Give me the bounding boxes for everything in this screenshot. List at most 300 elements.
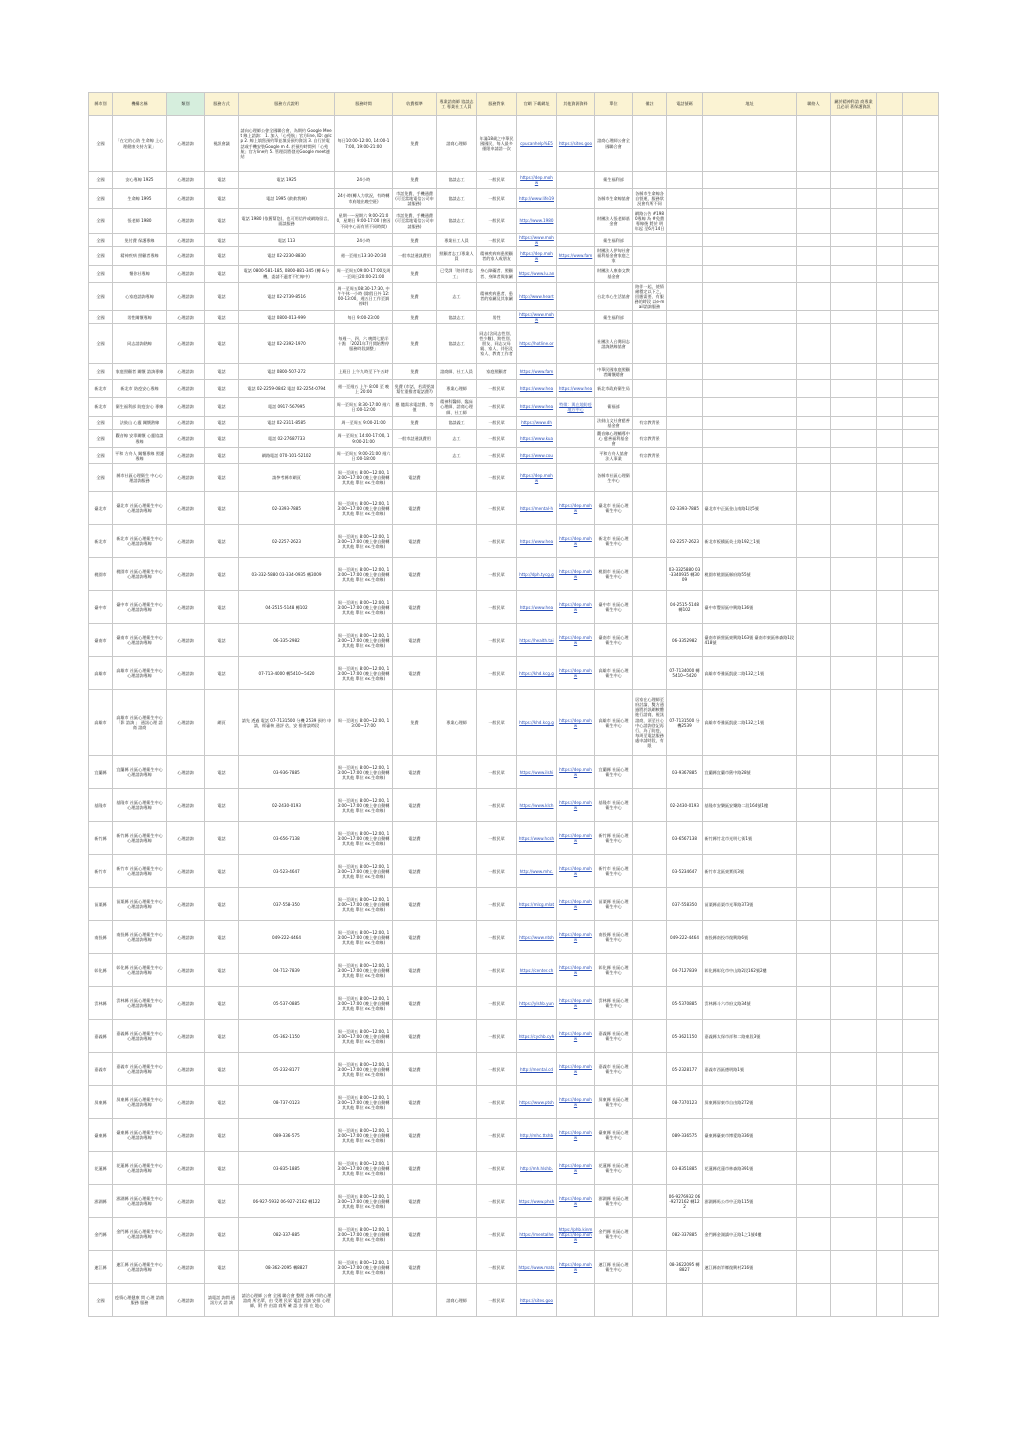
table-cell[interactable]: https://www.ntsh bbox=[517, 921, 557, 954]
table-cell: 電話 bbox=[205, 987, 239, 1020]
table-cell[interactable]: https://dep.mohw bbox=[517, 464, 557, 492]
table-cell bbox=[557, 416, 595, 429]
table-cell: 市話免費，手機通費(可至當地電信公司申請服務) bbox=[393, 189, 437, 209]
table-cell bbox=[667, 364, 703, 380]
table-cell bbox=[797, 888, 831, 921]
table-cell: 雲林縣 社區心理衛生中心 bbox=[595, 987, 633, 1020]
resource-table bbox=[88, 92, 939, 1317]
table-row bbox=[89, 398, 939, 416]
table-cell[interactable]: https://dep.mohw bbox=[557, 492, 595, 525]
table-cell[interactable]: https://ylshb.yun bbox=[517, 987, 557, 1020]
table-cell: 05-5370885 bbox=[667, 987, 703, 1020]
table-cell: 嘉義市 bbox=[89, 1053, 113, 1086]
table-cell[interactable]: https://www.hea bbox=[517, 380, 557, 398]
table-cell: 協談義工 bbox=[437, 416, 477, 429]
table-cell[interactable]: https://www.ptsh bbox=[517, 1086, 557, 1119]
table-cell: 一般民眾 bbox=[477, 855, 517, 888]
table-cell bbox=[437, 954, 477, 987]
table-cell[interactable]: https://dep.mohw bbox=[557, 954, 595, 987]
table-cell[interactable]: https://www.mohw bbox=[517, 234, 557, 247]
table-cell: 諮商師、社工人員 bbox=[437, 364, 477, 380]
table-cell bbox=[831, 429, 877, 447]
table-cell bbox=[557, 448, 595, 464]
column-header: 其他資源資料 bbox=[557, 93, 595, 116]
table-cell: 懷你社專線 bbox=[113, 265, 167, 282]
table-row bbox=[89, 1284, 939, 1317]
table-cell: 心理諮詢 bbox=[167, 380, 205, 398]
table-cell[interactable]: http://www.1980 bbox=[517, 209, 557, 234]
table-cell bbox=[831, 690, 877, 756]
table-cell bbox=[437, 756, 477, 789]
table-cell: 苗栗縣 bbox=[89, 888, 113, 921]
table-cell: 免費 bbox=[393, 690, 437, 756]
table-cell bbox=[877, 1053, 903, 1086]
table-cell: 有宗教背景 bbox=[633, 448, 667, 464]
table-cell bbox=[903, 1185, 939, 1218]
table-cell bbox=[831, 954, 877, 987]
table-cell bbox=[703, 311, 797, 324]
table-cell bbox=[437, 789, 477, 822]
table-cell: 電話 bbox=[205, 888, 239, 921]
table-cell: 桃園市桃園區縣府路55號 bbox=[703, 558, 797, 591]
table-cell: 花蓮縣 社區心理衛生中心 心理諮詢專線 bbox=[113, 1152, 167, 1185]
table-cell bbox=[667, 172, 703, 189]
table-cell: 電話費 bbox=[393, 822, 437, 855]
table-cell: 觀音線心理輔導中心 慈善福利基金會 bbox=[595, 429, 633, 447]
table-cell: 周一至周五 8:00~12:00, 13:00~17:00 (晚上會自動轉 其其他 單位 ex.生命線) bbox=[335, 888, 393, 921]
table-cell[interactable]: https://mental-h bbox=[517, 492, 557, 525]
table-cell: 一般民眾 bbox=[477, 234, 517, 247]
table-cell: 心理諮詢 bbox=[167, 311, 205, 324]
table-cell: 一般民眾 bbox=[477, 987, 517, 1020]
table-cell bbox=[633, 247, 667, 265]
table-row bbox=[89, 1218, 939, 1251]
table-cell[interactable]: https://dep.mohw bbox=[517, 172, 557, 189]
column-header: 服務方式說明 bbox=[239, 93, 335, 116]
table-cell bbox=[633, 311, 667, 324]
table-cell[interactable]: http://www.mhc. bbox=[517, 855, 557, 888]
table-row bbox=[89, 591, 939, 624]
table-cell: 電話 bbox=[205, 789, 239, 822]
table-cell bbox=[831, 1152, 877, 1185]
table-cell[interactable]: https://dep.mohw bbox=[557, 624, 595, 657]
table-cell bbox=[831, 416, 877, 429]
table-cell bbox=[437, 1152, 477, 1185]
table-cell bbox=[557, 209, 595, 234]
table-cell: 03-523-4647 bbox=[239, 855, 335, 888]
table-cell: 電話 bbox=[205, 364, 239, 380]
table-row bbox=[89, 690, 939, 756]
table-cell bbox=[903, 265, 939, 282]
table-cell[interactable]: https://mentalhe bbox=[517, 1218, 557, 1251]
table-cell[interactable]: https://dep.mohw bbox=[557, 1119, 595, 1152]
column-header: 地址 bbox=[703, 93, 797, 116]
table-cell: 一般民眾 bbox=[477, 558, 517, 591]
table-cell: 一般民眾 bbox=[477, 1218, 517, 1251]
table-cell: 心理諮詢 bbox=[167, 492, 205, 525]
table-cell: 免費 bbox=[393, 282, 437, 311]
table-cell[interactable]: https://dep.mohw bbox=[557, 789, 595, 822]
table-cell bbox=[831, 558, 877, 591]
table-cell bbox=[877, 247, 903, 265]
column-header: 備註 bbox=[633, 93, 667, 116]
table-cell[interactable]: http://www.heart bbox=[517, 282, 557, 311]
table-row bbox=[89, 822, 939, 855]
table-cell bbox=[393, 1284, 437, 1317]
table-cell[interactable]: https://www.cou bbox=[517, 448, 557, 464]
table-row bbox=[89, 888, 939, 921]
table-cell: 周一至周五 8:00~12:00, 13:00~17:00 (晚上會自動轉 其其他 單位 ex.生命線) bbox=[335, 1053, 393, 1086]
table-cell: 一般民眾 bbox=[477, 1119, 517, 1152]
column-header: 縣市別 bbox=[89, 93, 113, 116]
table-cell[interactable]: https://www.mats bbox=[517, 1251, 557, 1284]
table-cell[interactable]: https://dep.mohw bbox=[557, 1053, 595, 1086]
table-cell: 協談志工 bbox=[437, 189, 477, 209]
table-cell[interactable]: https://khd.kcg.g bbox=[517, 690, 557, 756]
table-cell[interactable]: https://dep.mohw bbox=[557, 756, 595, 789]
table-cell bbox=[797, 429, 831, 447]
table-cell[interactable]: https://dep.mohw bbox=[517, 247, 557, 265]
table-cell[interactable]: https://dep.mohw bbox=[557, 657, 595, 690]
table-cell: 請電話 詢問 通訊方式 諮 詢 bbox=[205, 1284, 239, 1317]
table-cell: 電話 bbox=[205, 1185, 239, 1218]
table-cell: 電話 bbox=[205, 398, 239, 416]
table-cell bbox=[633, 172, 667, 189]
table-cell: 周一至周五 8:00~12:00, 13:00~17:00 (晚上會自動轉 其其他 單位 ex.生命線) bbox=[335, 1251, 393, 1284]
table-cell bbox=[903, 247, 939, 265]
table-cell: 協談志工 bbox=[437, 311, 477, 324]
table-cell[interactable]: https://www.lu.an bbox=[517, 265, 557, 282]
table-cell: 05-3621150 bbox=[667, 1020, 703, 1053]
table-cell bbox=[877, 624, 903, 657]
table-cell bbox=[633, 265, 667, 282]
table-cell bbox=[667, 416, 703, 429]
table-cell: 應 隨需求電話費、等值 bbox=[393, 398, 437, 416]
table-cell[interactable]: https://www.kua bbox=[517, 429, 557, 447]
table-cell: 新竹市北區東實街3號 bbox=[703, 855, 797, 888]
table-cell bbox=[703, 189, 797, 209]
table-cell: 請向心理師公會全國聯合會，為期約 Google Meet 線上諮詢： 1. 加入「心苑航」官方line, ID: @lcp 2. 線上填寫預約單並填妥預約資訊 3. 自行於電話或手機安裝Google m 4. 於預約時間到「心苑航」官方line約 5. 管理員將發送Google meet連結 bbox=[239, 116, 335, 172]
table-cell[interactable]: https://www.klch bbox=[517, 789, 557, 822]
table-cell[interactable]: https://www.fam bbox=[557, 247, 595, 265]
table-cell: 高雄市苓雅區凱旋二路132之1號 bbox=[703, 657, 797, 690]
table-cell bbox=[633, 921, 667, 954]
table-cell[interactable]: http://mh.hlshb. bbox=[517, 1152, 557, 1185]
table-cell bbox=[437, 1053, 477, 1086]
table-cell[interactable]: https://dep.mohw bbox=[557, 525, 595, 558]
table-cell: 臺南市 社區心理衛生中心 bbox=[595, 624, 633, 657]
table-cell: 臺中市 社區心理衛生中心 bbox=[595, 591, 633, 624]
table-cell[interactable]: https://dep.mohw bbox=[557, 558, 595, 591]
table-cell bbox=[903, 1053, 939, 1086]
table-cell bbox=[831, 189, 877, 209]
table-cell: 心理諮詢 bbox=[167, 987, 205, 1020]
table-cell[interactable]: https://phb.kinm https://dep.mohw bbox=[557, 1218, 595, 1251]
table-cell bbox=[797, 448, 831, 464]
table-cell: 縣市社區心理衛生 中心心理諮詢服務 bbox=[113, 464, 167, 492]
table-cell bbox=[831, 364, 877, 380]
table-cell[interactable]: https://dep.mohw bbox=[557, 1086, 595, 1119]
table-cell bbox=[831, 247, 877, 265]
table-row bbox=[89, 1053, 939, 1086]
table-cell bbox=[797, 247, 831, 265]
table-cell: 周一至周五 8:00~12:00, 13:00~17:00 (晚上會自動轉 其其他 單位 ex.生命線) bbox=[335, 855, 393, 888]
table-cell: 身心障礙者、照顧者、身障者與家屬 bbox=[477, 265, 517, 282]
table-cell bbox=[831, 172, 877, 189]
table-cell: 一般民眾 bbox=[477, 1053, 517, 1086]
table-cell: 電話 bbox=[205, 1119, 239, 1152]
table-cell: 金門縣 社區心理衛生中心 心理諮詢專線 bbox=[113, 1218, 167, 1251]
table-cell: 周一至周五 8:00~12:00, 13:00~17:00 (晚上會自動轉 其其他 單位 ex.生命線) bbox=[335, 954, 393, 987]
table-cell: 一般民眾 bbox=[477, 1284, 517, 1317]
table-cell[interactable]: https://center.ch bbox=[517, 954, 557, 987]
table-cell[interactable]: https://dep.mohw bbox=[557, 987, 595, 1020]
table-cell: 彰化縣 bbox=[89, 954, 113, 987]
table-cell: 周一至周五 8:00~12:00, 13:00~17:00 (晚上會自動轉 其其他 單位 ex.生命線) bbox=[335, 464, 393, 492]
table-cell: 一般民眾 bbox=[477, 591, 517, 624]
table-cell[interactable]: https://www.hcsh bbox=[517, 822, 557, 855]
table-cell: 一般市話通訊費用 bbox=[393, 429, 437, 447]
table-cell[interactable]: https://www.hea bbox=[517, 591, 557, 624]
table-cell[interactable]: https://dep.mohw bbox=[557, 1020, 595, 1053]
table-cell[interactable]: https://dep.mohw bbox=[557, 1152, 595, 1185]
table-cell: 嘉義縣太保市祥和二路東段3號 bbox=[703, 1020, 797, 1053]
table-cell[interactable]: https://dep.mohw bbox=[557, 1251, 595, 1284]
table-cell bbox=[797, 1053, 831, 1086]
table-cell: 南投縣 社區心理衛生中心 bbox=[595, 921, 633, 954]
table-cell[interactable]: https://dep.mohw bbox=[557, 690, 595, 756]
table-cell: 02-2430-0193 bbox=[239, 789, 335, 822]
table-cell: 電話 1925 bbox=[239, 172, 335, 189]
table-cell bbox=[633, 1251, 667, 1284]
table-cell bbox=[437, 1119, 477, 1152]
table-row bbox=[89, 921, 939, 954]
table-cell bbox=[797, 416, 831, 429]
column-header: 收費標準 bbox=[393, 93, 437, 116]
table-cell[interactable]: https://www.hea bbox=[517, 398, 557, 416]
table-cell: 周一至周五 8:00~12:00, 13:00~17:00 (晚上會自動轉 其其他 單位 ex.生命線) bbox=[335, 492, 393, 525]
table-row bbox=[89, 247, 939, 265]
table-cell bbox=[797, 624, 831, 657]
table-cell[interactable]: https://www.ilshi bbox=[517, 756, 557, 789]
table-cell[interactable]: https://dep.mohw bbox=[557, 921, 595, 954]
table-cell: 電話 bbox=[205, 448, 239, 464]
table-row bbox=[89, 624, 939, 657]
table-cell[interactable]: https://www.fam bbox=[517, 364, 557, 380]
table-cell: 新北市政府衛生局 bbox=[595, 380, 633, 398]
table-cell bbox=[877, 1251, 903, 1284]
table-cell[interactable]: https://sites.goo bbox=[557, 116, 595, 172]
table-cell[interactable]: https://www.dh bbox=[517, 416, 557, 429]
table-cell: 電話 bbox=[205, 464, 239, 492]
table-cell: 電話費 bbox=[393, 921, 437, 954]
table-cell: 心理諮詢 bbox=[167, 265, 205, 282]
table-cell[interactable]: https://www.hea bbox=[557, 380, 595, 398]
table-cell bbox=[633, 1020, 667, 1053]
table-cell bbox=[703, 380, 797, 398]
table-cell: 心理諮詢 bbox=[167, 448, 205, 464]
table-cell: 周一至周五 14:00-17:00, 19:00-21:00 bbox=[335, 429, 393, 447]
table-cell: 04-7127839 bbox=[667, 954, 703, 987]
table-cell: 精神疾病 照顧者專線 bbox=[113, 247, 167, 265]
table-cell[interactable]: https://dep.mohw bbox=[557, 855, 595, 888]
table-row bbox=[89, 265, 939, 282]
table-cell bbox=[667, 311, 703, 324]
table-cell bbox=[703, 282, 797, 311]
table-cell[interactable]: https://dep.mohw bbox=[557, 1185, 595, 1218]
table-cell[interactable]: https://cychb.cyh bbox=[517, 1020, 557, 1053]
table-cell bbox=[633, 364, 667, 380]
table-cell bbox=[903, 1218, 939, 1251]
table-cell: 心理諮詢 bbox=[167, 1119, 205, 1152]
table-cell: 電話 bbox=[205, 1218, 239, 1251]
table-cell[interactable]: https://www.mohw bbox=[517, 311, 557, 324]
table-cell: 06-335-2982 bbox=[239, 624, 335, 657]
table-cell[interactable]: https://www.hea bbox=[517, 525, 557, 558]
table-cell: 周一至周五 8:00~12:00, 13:00~17:00 (晚上會自動轉 其其他 單位 ex.生命線) bbox=[335, 789, 393, 822]
table-cell: 協談志工 bbox=[437, 209, 477, 234]
table-cell: 全國 bbox=[89, 189, 113, 209]
table-cell bbox=[877, 311, 903, 324]
table-cell[interactable]: https://khd.kcg.g bbox=[517, 657, 557, 690]
table-cell bbox=[797, 311, 831, 324]
table-cell: 電話費 bbox=[393, 1119, 437, 1152]
table-cell[interactable]: http://dph.tycg.g bbox=[517, 558, 557, 591]
table-row bbox=[89, 492, 939, 525]
table-cell bbox=[633, 1185, 667, 1218]
table-cell: 花蓮縣 社區心理衛生中心 bbox=[595, 1152, 633, 1185]
table-cell bbox=[797, 789, 831, 822]
table-cell: 心理諮詢 bbox=[167, 1053, 205, 1086]
table-cell: 全國 bbox=[89, 311, 113, 324]
table-cell: 財團法人張老師基金會 bbox=[595, 209, 633, 234]
table-cell: 新竹縣 社區心理衛生中心 bbox=[595, 822, 633, 855]
table-cell: 電話 bbox=[205, 855, 239, 888]
table-cell: 視訊會議 bbox=[205, 116, 239, 172]
column-header: 服務對象 bbox=[477, 93, 517, 116]
table-cell: 有宗教背景 bbox=[633, 416, 667, 429]
table-cell[interactable]: https://dep.mohw bbox=[557, 822, 595, 855]
table-cell[interactable]: https://www.phsh bbox=[517, 1185, 557, 1218]
table-cell: 桃園市 社區心理衛生中心 心理諮詢專線 bbox=[113, 558, 167, 591]
column-header: 服務方式 bbox=[205, 93, 239, 116]
table-cell bbox=[831, 324, 877, 364]
table-cell bbox=[437, 888, 477, 921]
table-cell: 04-712-7839 bbox=[239, 954, 335, 987]
table-cell bbox=[557, 265, 595, 282]
table-cell: 心理諮詢 bbox=[167, 464, 205, 492]
table-cell: 彰化縣彰化市中山路2段162號2樓 bbox=[703, 954, 797, 987]
table-cell: 電話 1995 (救救我啊) bbox=[239, 189, 335, 209]
table-cell[interactable]: https://dep.mohw bbox=[557, 888, 595, 921]
table-cell: 心理諮詢 bbox=[167, 888, 205, 921]
table-cell bbox=[437, 492, 477, 525]
table-cell bbox=[903, 558, 939, 591]
table-cell: 037-558-350 bbox=[239, 888, 335, 921]
table-cell bbox=[831, 987, 877, 1020]
column-header: 屬於精神科諮 商專業且必須 著保護資訊 bbox=[831, 93, 877, 116]
table-cell: 陪伴一起，使情緒穩定以下之，回應需要，有服務的時段 以e-mail諮詢服務 bbox=[633, 282, 667, 311]
table-cell bbox=[557, 364, 595, 380]
table-cell: 新北市 bbox=[89, 398, 113, 416]
table-cell: 電話 bbox=[205, 324, 239, 364]
table-cell bbox=[667, 1284, 703, 1317]
table-cell bbox=[797, 172, 831, 189]
table-row bbox=[89, 789, 939, 822]
table-cell: 新北市 防疫安心專線 bbox=[113, 380, 167, 398]
table-cell: 觀音線 安寧關懷 心靈協談專線 bbox=[113, 429, 167, 447]
table-cell bbox=[831, 282, 877, 311]
table-cell[interactable]: https://sites.goo bbox=[517, 1284, 557, 1317]
table-cell[interactable]: http://www.life19 bbox=[517, 189, 557, 209]
table-cell bbox=[667, 380, 703, 398]
table-cell bbox=[557, 1284, 595, 1317]
table-cell: 周一至周五 8:00~12:00, 13:00~17:00 (晚上會自動轉 其其他 單位 ex.生命線) bbox=[335, 657, 393, 690]
table-cell bbox=[903, 1086, 939, 1119]
table-cell: 電話 02-2230-8830 bbox=[239, 247, 335, 265]
table-cell: 中華民國家庭照顧者關懷總會 bbox=[595, 364, 633, 380]
table-cell: 06-9276932 06-9272162 轉122 bbox=[667, 1185, 703, 1218]
table-cell[interactable]: https://mlcg.mlat bbox=[517, 888, 557, 921]
table-row bbox=[89, 448, 939, 464]
table-cell bbox=[633, 558, 667, 591]
table-cell[interactable]: http://mental.cd bbox=[517, 1053, 557, 1086]
table-cell bbox=[877, 558, 903, 591]
table-cell bbox=[393, 448, 437, 464]
table-cell: 連江縣 社區心理衛生中心 bbox=[595, 1251, 633, 1284]
table-cell: 嘉義市 社區心理衛生中心 bbox=[595, 1053, 633, 1086]
table-cell: 037-558350 bbox=[667, 888, 703, 921]
table-row bbox=[89, 189, 939, 209]
table-cell: 電話 bbox=[205, 265, 239, 282]
table-cell bbox=[557, 429, 595, 447]
table-cell[interactable]: http://mhc.ttshb bbox=[517, 1119, 557, 1152]
table-cell: 桃園市 bbox=[89, 558, 113, 591]
table-cell bbox=[797, 380, 831, 398]
table-cell: 心理諮詢 bbox=[167, 416, 205, 429]
table-cell bbox=[437, 1251, 477, 1284]
table-cell bbox=[797, 116, 831, 172]
table-cell: 專業心理師 bbox=[437, 690, 477, 756]
table-cell: 電話 0917-567995 bbox=[239, 398, 335, 416]
table-cell bbox=[797, 234, 831, 247]
table-cell: 電話 bbox=[205, 380, 239, 398]
table-cell bbox=[797, 1086, 831, 1119]
table-cell: 電話 bbox=[205, 624, 239, 657]
table-cell: 宜蘭縣 bbox=[89, 756, 113, 789]
table-cell[interactable]: https://health.tai bbox=[517, 624, 557, 657]
table-cell bbox=[797, 1251, 831, 1284]
table-cell: 每日 9:00-23:00 bbox=[335, 311, 393, 324]
table-cell: 心理諮詢 bbox=[167, 756, 205, 789]
table-cell: 一般民眾 bbox=[477, 429, 517, 447]
column-header bbox=[877, 93, 903, 116]
table-cell bbox=[903, 690, 939, 756]
table-cell bbox=[703, 265, 797, 282]
table-cell: 免費 bbox=[393, 265, 437, 282]
table-cell bbox=[831, 1284, 877, 1317]
table-cell bbox=[703, 234, 797, 247]
table-cell: 臺東縣 社區心理衛生中心 心理諮詢專線 bbox=[113, 1119, 167, 1152]
table-cell[interactable]: https://hotline.or bbox=[517, 324, 557, 364]
table-cell: 高雄市苓雅區凱旋二路132之1號 bbox=[703, 690, 797, 756]
table-cell[interactable]: 特徵：與在地防疫地方中心 bbox=[557, 398, 595, 416]
table-cell[interactable]: https://dep.mohw bbox=[557, 591, 595, 624]
table-cell bbox=[797, 1119, 831, 1152]
table-cell bbox=[595, 1284, 633, 1317]
table-cell[interactable]: cpucanhelp%E5 bbox=[517, 116, 557, 172]
table-cell bbox=[877, 657, 903, 690]
